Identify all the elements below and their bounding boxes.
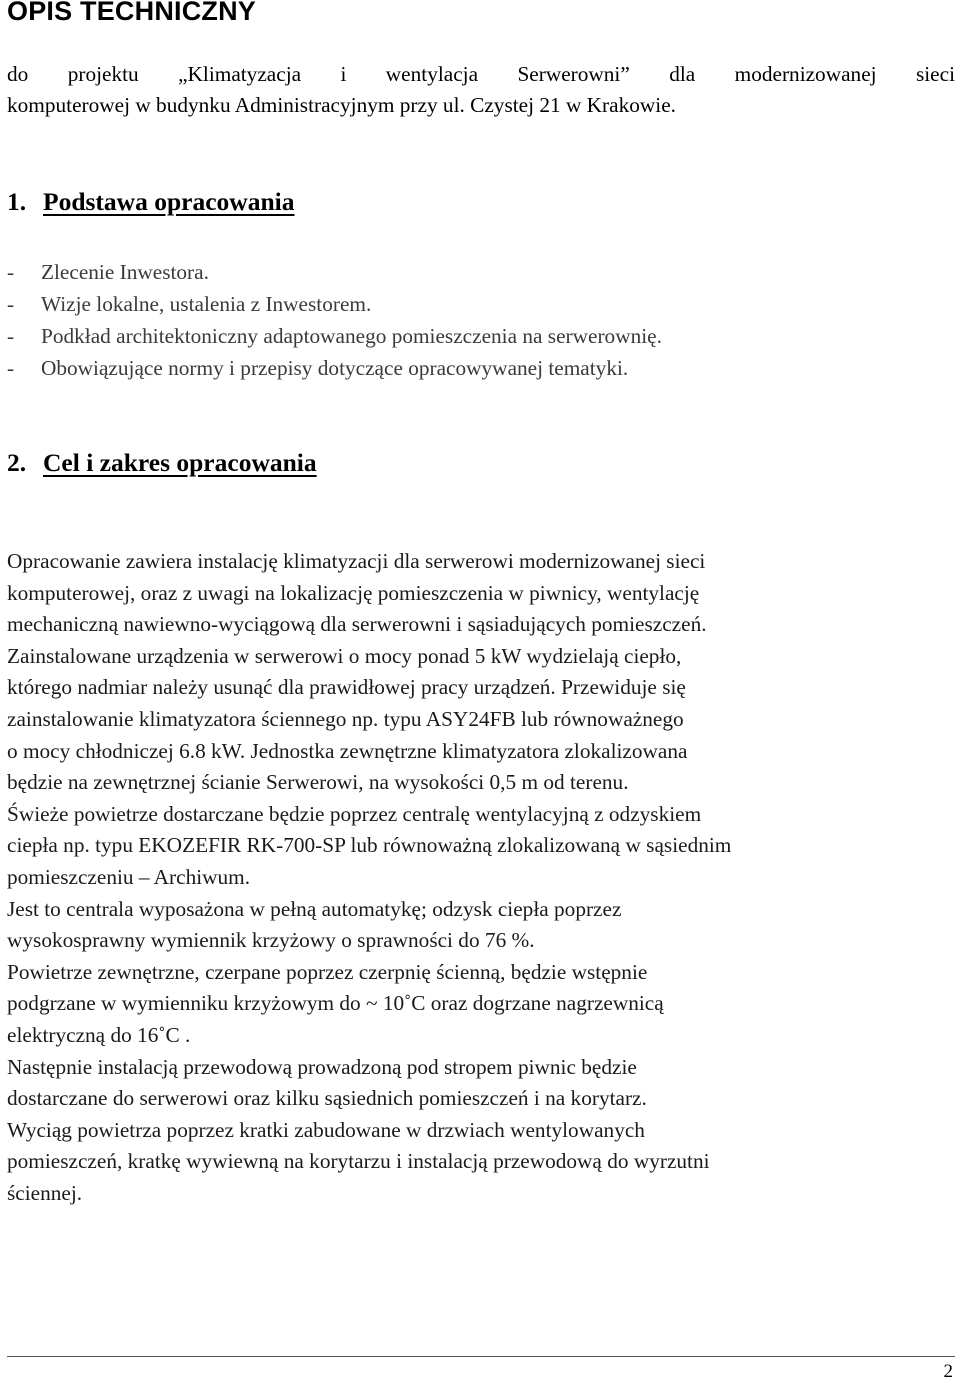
list-bullet: - <box>7 260 15 284</box>
section-2-body <box>7 546 955 1209</box>
footer-divider <box>7 1356 955 1357</box>
intro-line: do projektu „Klimatyzacja i wentylacja Serwerowni” dla modernizowanej sieci <box>7 62 955 86</box>
list-item-text: Obowiązujące normy i przepisy dotyczące opracowywanej tematyki. <box>41 356 629 380</box>
body-line: którego nadmiar należy usunąć dla prawidłowej pracy urządzeń. Przewiduje się <box>7 675 686 700</box>
section-2-number: 2. <box>7 448 27 477</box>
body-line: Powietrze zewnętrzne, czerpane poprzez czerpnię ścienną, będzie wstępnie <box>7 959 648 984</box>
body-line: Jest to centrala wyposażona w pełną automatykę; odzysk ciepła poprzez <box>7 896 622 921</box>
list-item <box>7 256 662 288</box>
body-line: wysokosprawny wymiennik krzyżowy o sprawności do 76 %. <box>7 928 535 953</box>
body-line: Opracowanie zawiera instalację klimatyzacji dla serwerowi modernizowanej sieci <box>7 549 706 573</box>
list-item <box>7 352 662 384</box>
list-bullet: - <box>7 356 15 380</box>
body-line: będzie na zewnętrznej ścianie Serwerowi, na wysokości 0,5 m od terenu. <box>7 770 629 795</box>
body-line: mechaniczną nawiewno-wyciągową dla serwerowni i sąsiadujących pomieszczeń. <box>7 612 707 637</box>
body-line: o mocy chłodniczej 6.8 kW. Jednostka zewnętrzne klimatyzatora zlokalizowana <box>7 738 688 763</box>
list-item <box>7 288 662 320</box>
body-line: zainstalowanie klimatyzatora ściennego np. typu ASY24FB lub równoważnego <box>7 706 684 731</box>
section-2-heading <box>7 448 317 478</box>
body-line: ciepła np. typu EKOZEFIR RK-700-SP lub równoważną zlokalizowaną w sąsiednim <box>7 833 732 858</box>
list-item <box>7 320 662 352</box>
body-line: komputerowej, oraz z uwagi na lokalizację pomieszczenia w piwnicy, wentylację <box>7 580 700 605</box>
page-number: 2 <box>943 1361 953 1382</box>
body-line: elektryczną do 16˚C . <box>7 1022 191 1047</box>
body-line: podgrzane w wymienniku krzyżowym do ~ 10˚C oraz dogrzane nagrzewnicą <box>7 991 664 1016</box>
body-line: Zainstalowane urządzenia w serwerowi o mocy ponad 5 kW wydzielają ciepło, <box>7 643 682 668</box>
body-line: pomieszczeniu – Archiwum. <box>7 864 251 889</box>
document-title: OPIS TECHNICZNY <box>7 0 257 26</box>
body-line: Następnie instalacją przewodową prowadzoną pod stropem piwnic będzie <box>7 1054 637 1079</box>
section-1-number: 1. <box>7 187 27 216</box>
body-line: Świeże powietrze dostarczane będzie poprzez centralę wentylacyjną z odzyskiem <box>7 801 702 826</box>
body-line: pomieszczeń, kratkę wywiewną na korytarzu i instalacją przewodową do wyrzutni <box>7 1149 710 1174</box>
list-item-text: Podkład architektoniczny adaptowanego pomieszczenia na serwerownię. <box>41 324 662 348</box>
intro-line: komputerowej w budynku Administracyjnym przy ul. Czystej 21 w Krakowie. <box>7 93 676 117</box>
body-line: Wyciąg powietrza poprzez kratki zabudowane w drzwiach wentylowanych <box>7 1117 645 1142</box>
body-line: dostarczane do serwerowi oraz kilku sąsiednich pomieszczeń i na korytarz. <box>7 1086 647 1111</box>
list-item-text: Zlecenie Inwestora. <box>41 260 209 284</box>
section-1-title: Podstawa opracowania <box>43 187 295 216</box>
basis-list <box>7 256 662 384</box>
body-line: ściennej. <box>7 1180 83 1205</box>
intro-paragraph <box>7 59 955 121</box>
list-bullet: - <box>7 292 15 316</box>
section-1-heading <box>7 187 294 217</box>
section-2-title: Cel i zakres opracowania <box>43 448 317 477</box>
list-item-text: Wizje lokalne, ustalenia z Inwestorem. <box>41 292 372 316</box>
list-bullet: - <box>7 324 15 348</box>
